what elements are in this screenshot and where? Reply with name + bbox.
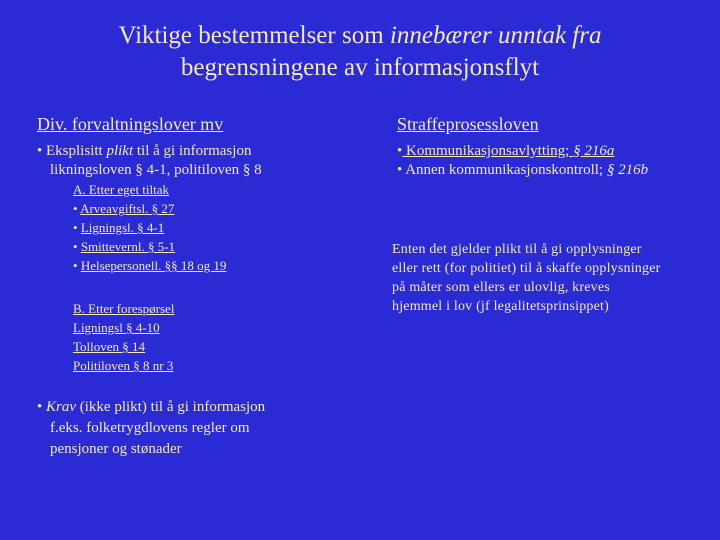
left-bullet-krav-line2: f.eks. folketrygdlovens regler om [50, 420, 250, 436]
right-paragraph-line: eller rett (for politiet) til å skaffe opplysninger [392, 261, 661, 276]
section-a-item-text: Ligningsl. § 4-1 [80, 220, 165, 235]
right-bullet-avlytting [397, 142, 614, 161]
bullet-marker: • [37, 399, 43, 415]
section-a-item-text: Helsepersonell. §§ 18 og 19 [80, 258, 227, 273]
left-bullet-krav-line3: pensjoner og stønader [50, 441, 182, 457]
section-b-item: Tolloven § 14 [73, 339, 146, 354]
section-b-header: B. Etter forespørsel [73, 301, 175, 316]
left-bullet-krav-post: (ikke plikt) til å gi informasjon [76, 399, 266, 415]
right-bullet-avlytting-text: Kommunikasjonsavlytting; [402, 143, 574, 159]
bullet-marker: • [37, 143, 43, 159]
section-b-item: Ligningsl § 4-10 [73, 320, 160, 335]
right-bullet-avlytting-italic: § 216a [573, 143, 615, 159]
title-line-1 [0, 20, 720, 52]
section-a-item: • Arveavgiftsl. § 27 [73, 201, 175, 216]
title-line-2: begrensningene av informasjonsflyt [180, 54, 540, 81]
slide-title [0, 20, 720, 84]
right-paragraph-line: på måter som ellers er ulovlig, kreves [392, 280, 610, 295]
right-heading: Straffeprosessloven [397, 114, 539, 134]
left-heading: Div. forvaltningslover mv [37, 114, 224, 134]
right-bullet-kontroll-italic: § 216b [606, 162, 649, 178]
title-line-1-italic: innebærer unntak fra [389, 22, 602, 49]
section-a-header: A. Etter eget tiltak [73, 182, 170, 197]
section-a-item: • Smittevernl. § 5-1 [73, 239, 176, 254]
left-bullet-krav [37, 398, 265, 417]
right-bullet-kontroll-text: Annen kommunikasjonskontroll; [402, 162, 607, 178]
section-a-item-text: Smittevernl. § 5-1 [80, 239, 176, 254]
right-bullet-kontroll [397, 161, 648, 180]
section-a-item: • Ligningsl. § 4-1 [73, 220, 165, 235]
title-line-1-text: Viktige bestemmelser som [118, 22, 390, 49]
left-bullet-plikt-post: til å gi informasjon [133, 143, 252, 159]
left-bullet-plikt-italic: plikt [106, 143, 134, 159]
right-paragraph-line: Enten det gjelder plikt til å gi opplysninger [392, 242, 642, 257]
right-paragraph-line: hjemmel i lov (jf legalitetsprinsippet) [392, 299, 609, 314]
section-a-item: • Helsepersonell. §§ 18 og 19 [73, 258, 227, 273]
bullet-marker: • [397, 162, 403, 178]
left-bullet-plikt-line2: likningsloven § 4-1, politiloven § 8 [50, 162, 262, 178]
left-bullet-krav-italic: Krav [46, 399, 77, 415]
left-bullet-plikt-pre: Eksplisitt [42, 143, 107, 159]
bullet-marker: • [397, 143, 403, 159]
section-b-item: Politiloven § 8 nr 3 [73, 358, 174, 373]
section-a-item-text: Arveavgiftsl. § 27 [80, 201, 175, 216]
left-bullet-plikt [37, 142, 251, 161]
